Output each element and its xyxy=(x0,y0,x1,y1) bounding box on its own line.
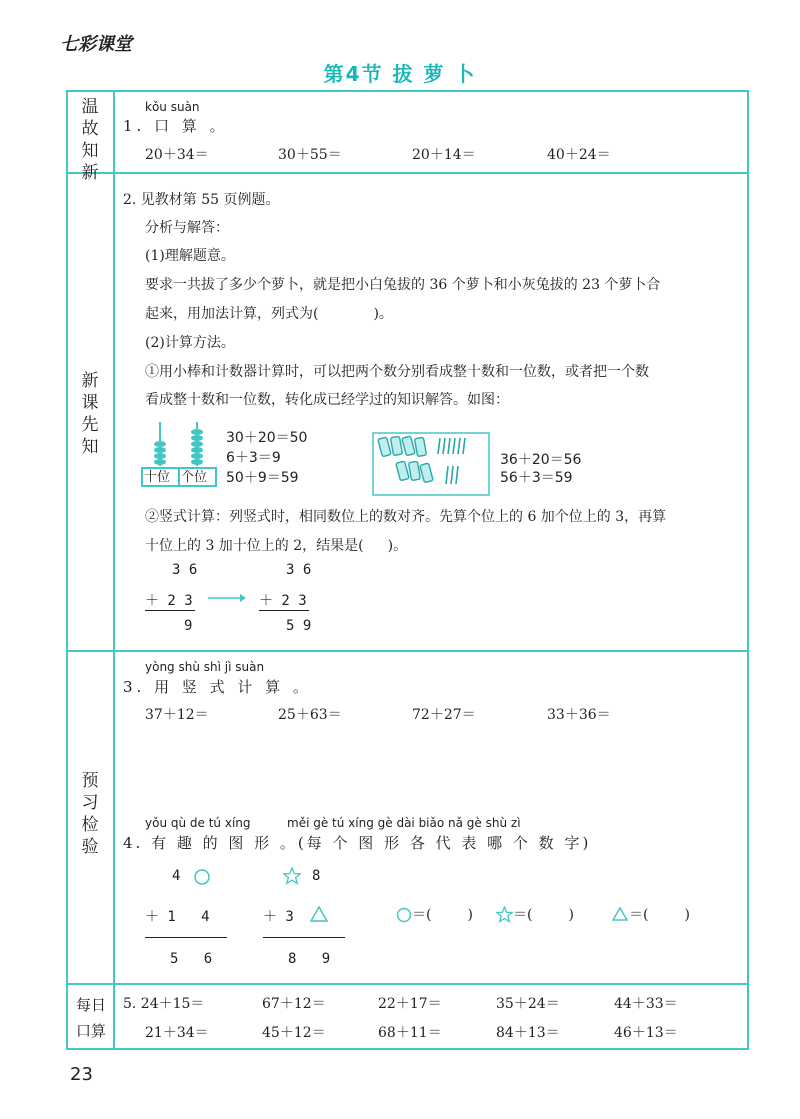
sticks-illustration xyxy=(372,432,490,496)
q2-method2-close: )。 xyxy=(387,538,408,554)
answer-close: ) xyxy=(467,907,473,923)
puzzle1-line xyxy=(145,937,227,938)
q5-item: 45＋12＝ xyxy=(262,1025,326,1041)
q1-item: 20＋34＝ xyxy=(145,147,209,163)
answer-close: ) xyxy=(684,907,690,923)
q2-method2-text: 十位上的 3 加十位上的 2，结果是( xyxy=(145,538,364,554)
q1-pinyin: kǒu suàn xyxy=(145,100,200,114)
circle-icon xyxy=(396,907,412,923)
q4-pinyin-1: yǒu qù de tú xíng xyxy=(145,816,251,830)
triangle-answer xyxy=(629,905,690,925)
q5-item: 44＋33＝ xyxy=(614,996,678,1012)
section-label-preview: 预习检验 xyxy=(81,771,99,857)
q1-item: 20＋14＝ xyxy=(412,147,476,163)
puzzle2-top-number: 8 xyxy=(312,868,321,884)
answer-open: ＝( xyxy=(513,907,533,923)
abacus-tens-label: 十位 xyxy=(144,470,171,485)
section-title: 第4节 拔 萝 卜 xyxy=(323,62,477,86)
star-icon xyxy=(496,906,513,923)
q2-intro: 2. 见教材第 55 页例题。 xyxy=(123,192,280,208)
vertical-a-result: 9 xyxy=(184,618,193,634)
divider-2 xyxy=(66,650,749,652)
q2-analysis: 分析与解答： xyxy=(145,220,229,236)
q5-item: 46＋13＝ xyxy=(614,1025,678,1041)
answer-open: ＝( xyxy=(629,907,649,923)
q5-item: 21＋34＝ xyxy=(145,1025,209,1041)
vertical-a-line xyxy=(145,610,195,611)
q2-line1: 要求一共拔了多少个萝卜，就是把小白兔拔的 36 个萝卜和小灰兔拔的 23 个萝卜合 xyxy=(145,277,661,293)
puzzle1-top-number: 4 xyxy=(172,868,181,884)
vertical-a-top: 3 6 xyxy=(172,562,198,578)
divider-3 xyxy=(66,983,749,985)
divider-1 xyxy=(66,172,749,174)
section-label-new: 新课先知 xyxy=(81,371,99,457)
q3-pinyin: yòng shù shì jì suàn xyxy=(145,660,265,674)
q2-step2: (2)计算方法。 xyxy=(145,335,235,351)
label-column-divider xyxy=(113,90,115,1050)
abacus-ones-label: 个位 xyxy=(181,470,208,485)
q5-item: 35＋24＝ xyxy=(496,996,560,1012)
brand-logo: 七彩课堂 xyxy=(60,34,132,55)
puzzle2-result: 8 9 xyxy=(288,951,331,967)
vertical-b-line xyxy=(259,610,309,611)
puzzle2-line xyxy=(263,937,345,938)
q2-step1: (1)理解题意。 xyxy=(145,248,235,264)
q1-item: 30＋55＝ xyxy=(278,147,342,163)
q1-label: 1. 口 算 。 xyxy=(123,117,229,135)
circle-answer xyxy=(412,905,473,925)
calc-left: 30＋20＝50 xyxy=(226,430,308,446)
vertical-b-mid: ＋ 2 3 xyxy=(259,593,307,609)
vertical-b-result: 5 9 xyxy=(286,618,312,634)
q4-label: 4. 有 趣 的 图 形 。(每 个 图 形 各 代 表 哪 个 数 字) xyxy=(123,834,592,852)
page-number: 23 xyxy=(70,1064,93,1085)
answer-open: ＝( xyxy=(412,907,432,923)
puzzle1-mid: ＋ 1 4 xyxy=(145,909,210,925)
arrow-icon xyxy=(208,592,246,604)
q2-method2-line2 xyxy=(145,536,407,556)
q3-item: 33＋36＝ xyxy=(547,707,611,723)
q2-method2-line1: ②竖式计算：列竖式时，相同数位上的数对齐。先算个位上的 6 加个位上的 3，再算 xyxy=(145,509,667,525)
triangle-icon xyxy=(309,905,329,923)
vertical-b-top: 3 6 xyxy=(286,562,312,578)
q3-label: 3. 用 竖 式 计 算 。 xyxy=(123,678,312,696)
calc-left: 50＋9＝59 xyxy=(226,470,299,486)
q1-item: 40＋24＝ xyxy=(547,147,611,163)
calc-right: 56＋3＝59 xyxy=(500,470,573,486)
answer-close: ) xyxy=(568,907,574,923)
q3-item: 37＋12＝ xyxy=(145,707,209,723)
circle-icon xyxy=(193,868,211,886)
vertical-a-mid: ＋ 2 3 xyxy=(145,593,193,609)
q3-item: 72＋27＝ xyxy=(412,707,476,723)
q5-item: 5. 24＋15＝ xyxy=(123,996,205,1012)
q5-item: 68＋11＝ xyxy=(378,1025,442,1041)
calc-left: 6＋3＝9 xyxy=(226,450,281,466)
q2-line2-close: )。 xyxy=(373,306,393,322)
q3-item: 25＋63＝ xyxy=(278,707,342,723)
section-label-review: 温故知新 xyxy=(81,97,99,183)
star-icon xyxy=(283,867,301,885)
q5-item: 84＋13＝ xyxy=(496,1025,560,1041)
q2-line2 xyxy=(145,304,393,324)
q4-pinyin-2: měi gè tú xíng gè dài biǎo nǎ gè shù zì xyxy=(287,816,521,830)
q2-line2-text: 起来，用加法计算，列式为( xyxy=(145,306,319,322)
q2-method1-line2: 看成整十数和一位数，转化成已经学过的知识解答。如图： xyxy=(145,392,509,408)
section-label-daily: 每日口算 xyxy=(75,996,106,1040)
calc-right: 36＋20＝56 xyxy=(500,452,582,468)
star-answer xyxy=(513,905,574,925)
triangle-icon xyxy=(611,906,629,922)
q2-method1-line1: ①用小棒和计数器计算时，可以把两个数分别看成整十数和一位数，或者把一个数 xyxy=(145,364,649,380)
q5-item: 22＋17＝ xyxy=(378,996,442,1012)
puzzle1-result: 5 6 xyxy=(170,951,213,967)
puzzle2-mid: ＋ 3 xyxy=(263,909,294,925)
q5-item: 67＋12＝ xyxy=(262,996,326,1012)
